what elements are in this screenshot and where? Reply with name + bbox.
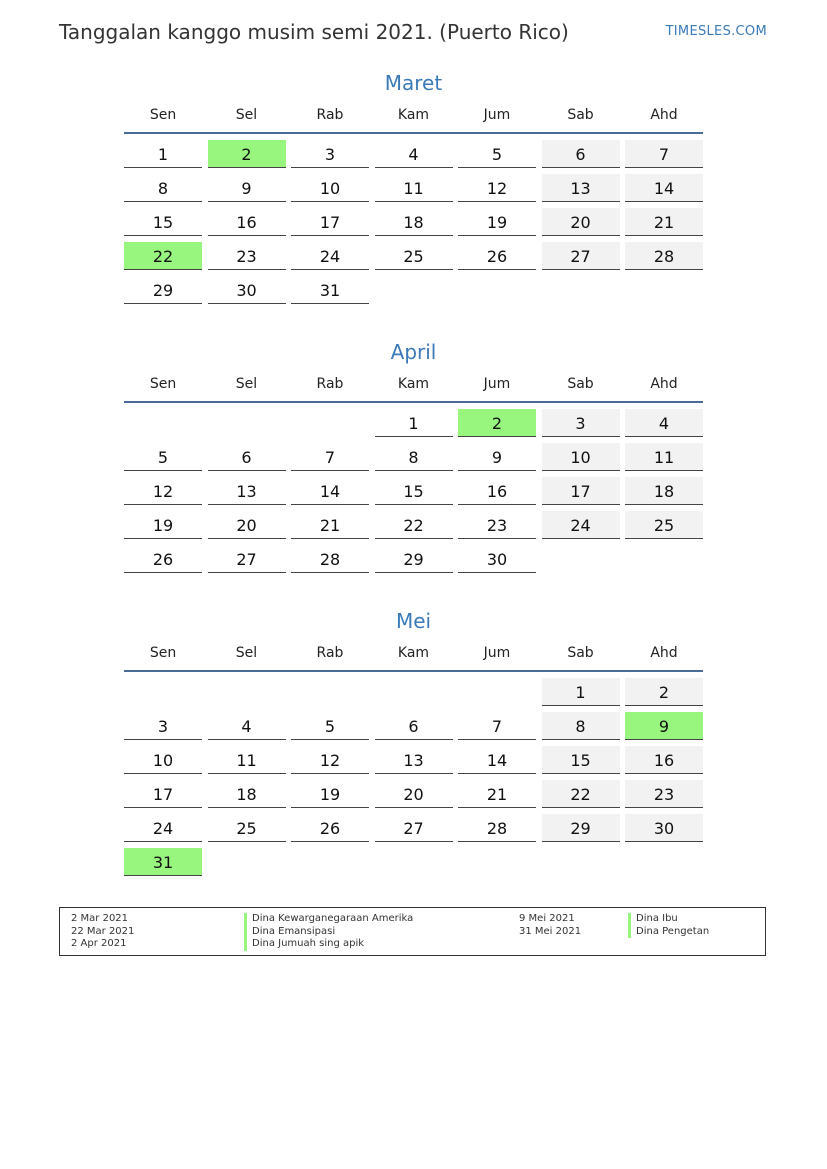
day-cell[interactable]: 13 [208,477,286,505]
weekday-label: Sen [149,107,177,123]
weekday-label: Sen [149,645,177,661]
month-title: Maret [384,71,443,95]
day-grid [124,678,703,876]
legend-names-left [244,913,413,951]
day-cell[interactable]: 27 [542,242,620,270]
weekday-label: Sen [149,376,177,392]
day-cell[interactable]: 6 [375,712,453,740]
day-cell[interactable]: 11 [375,174,453,202]
weekday-label: Sel [235,107,258,123]
day-cell[interactable]: 25 [625,511,703,539]
day-cell[interactable]: 16 [208,208,286,236]
empty-cell [458,678,536,706]
day-cell[interactable]: 7 [291,443,369,471]
weekday-label: Kam [397,107,430,123]
day-cell[interactable]: 9 [458,443,536,471]
day-cell[interactable]: 22 [542,780,620,808]
legend-dates-right [519,913,581,938]
day-cell[interactable]: 27 [208,545,286,573]
legend-holiday-name: Dina Pengetan [628,926,709,939]
weekday-label: Ahd [650,376,678,392]
day-cell[interactable]: 12 [124,477,202,505]
legend-date: 9 Mei 2021 [519,913,575,924]
month-title: Mei [395,609,432,633]
day-cell[interactable]: 17 [291,208,369,236]
day-cell[interactable]: 6 [208,443,286,471]
legend-date: 2 Apr 2021 [71,938,127,949]
day-cell[interactable]: 17 [542,477,620,505]
weekday-label: Sab [567,376,594,392]
day-cell[interactable]: 3 [291,140,369,168]
day-cell[interactable]: 1 [542,678,620,706]
day-cell[interactable]: 7 [458,712,536,740]
month-title: April [390,340,437,364]
weekday-header [124,636,703,672]
day-cell[interactable]: 14 [458,746,536,774]
legend-holiday-name: Dina Ibu [628,913,709,926]
empty-cell [124,409,202,437]
day-cell[interactable]: 26 [291,814,369,842]
day-cell[interactable]: 7 [625,140,703,168]
day-cell[interactable]: 2 [458,409,536,437]
legend-holiday-name: Dina Jumuah sing apik [244,938,413,951]
day-cell[interactable]: 14 [625,174,703,202]
weekday-header [124,367,703,403]
day-cell[interactable]: 30 [458,545,536,573]
day-cell[interactable]: 25 [208,814,286,842]
day-cell[interactable]: 29 [375,545,453,573]
legend-holiday-name: Dina Kewarganegaraan Amerika [244,913,413,926]
page-title: Tanggalan kanggo musim semi 2021. (Puerto Rico) [59,20,569,44]
day-cell[interactable]: 15 [124,208,202,236]
day-cell[interactable]: 28 [458,814,536,842]
day-cell[interactable]: 19 [291,780,369,808]
weekday-label: Sel [235,645,258,661]
month-maret [124,68,703,304]
day-cell[interactable]: 30 [625,814,703,842]
empty-cell [124,678,202,706]
day-cell[interactable]: 15 [542,746,620,774]
day-cell[interactable]: 23 [625,780,703,808]
day-cell[interactable]: 9 [625,712,703,740]
day-cell[interactable]: 20 [542,208,620,236]
weekday-label: Rab [316,376,344,392]
day-cell[interactable]: 18 [208,780,286,808]
holiday-legend [59,907,766,956]
day-cell[interactable]: 27 [375,814,453,842]
day-cell[interactable]: 15 [375,477,453,505]
brand-link[interactable]: TIMESLES.COM [665,24,767,39]
day-cell[interactable]: 29 [542,814,620,842]
legend-holiday-name: Dina Emansipasi [244,926,413,939]
day-cell[interactable]: 29 [124,276,202,304]
weekday-label: Kam [397,645,430,661]
empty-cell [375,678,453,706]
month-mei [124,606,703,876]
day-cell[interactable]: 12 [458,174,536,202]
weekday-label: Rab [316,645,344,661]
day-cell[interactable]: 4 [625,409,703,437]
legend-names-right [628,913,709,938]
day-grid [124,140,703,304]
day-cell[interactable]: 1 [124,140,202,168]
day-cell[interactable]: 3 [542,409,620,437]
day-cell[interactable]: 9 [208,174,286,202]
day-cell[interactable]: 21 [625,208,703,236]
day-cell[interactable]: 8 [375,443,453,471]
day-cell[interactable]: 28 [291,545,369,573]
day-cell[interactable]: 18 [625,477,703,505]
day-cell[interactable]: 23 [208,242,286,270]
empty-cell [208,678,286,706]
day-cell[interactable]: 8 [124,174,202,202]
day-cell[interactable]: 28 [625,242,703,270]
empty-cell [291,678,369,706]
day-cell[interactable]: 2 [208,140,286,168]
day-cell[interactable]: 18 [375,208,453,236]
legend-date: 22 Mar 2021 [71,925,135,937]
weekday-label: Jum [483,107,511,123]
day-cell[interactable]: 24 [542,511,620,539]
day-cell[interactable]: 5 [124,443,202,471]
day-cell[interactable]: 30 [208,276,286,304]
day-cell[interactable]: 22 [124,242,202,270]
empty-cell [208,409,286,437]
day-cell[interactable]: 26 [124,545,202,573]
day-cell[interactable]: 1 [375,409,453,437]
day-cell[interactable]: 10 [291,174,369,202]
legend-dates-left [71,913,134,951]
day-cell[interactable]: 19 [458,208,536,236]
day-cell[interactable]: 12 [291,746,369,774]
day-cell[interactable]: 4 [375,140,453,168]
day-cell[interactable]: 20 [208,511,286,539]
weekday-label: Sab [567,107,594,123]
day-cell[interactable]: 5 [458,140,536,168]
day-cell[interactable]: 17 [124,780,202,808]
day-cell[interactable]: 25 [375,242,453,270]
day-cell[interactable]: 23 [458,511,536,539]
weekday-header [124,98,703,134]
day-cell[interactable]: 19 [124,511,202,539]
day-cell[interactable]: 31 [124,848,202,876]
legend-date: 31 Mei 2021 [519,925,582,937]
day-cell[interactable]: 11 [625,443,703,471]
day-cell[interactable]: 24 [291,242,369,270]
weekday-label: Jum [483,376,511,392]
day-cell[interactable]: 6 [542,140,620,168]
day-cell[interactable]: 13 [542,174,620,202]
weekday-label: Jum [483,645,511,661]
weekday-label: Ahd [650,645,678,661]
weekday-label: Sab [567,645,594,661]
empty-cell [291,409,369,437]
day-cell[interactable]: 2 [625,678,703,706]
day-cell[interactable]: 31 [291,276,369,304]
day-cell[interactable]: 10 [542,443,620,471]
day-cell[interactable]: 10 [124,746,202,774]
day-grid [124,409,703,573]
day-cell[interactable]: 26 [458,242,536,270]
weekday-label: Rab [316,107,344,123]
day-cell[interactable]: 16 [458,477,536,505]
day-cell[interactable]: 20 [375,780,453,808]
weekday-label: Kam [397,376,430,392]
legend-date: 2 Mar 2021 [71,913,129,924]
day-cell[interactable]: 16 [625,746,703,774]
day-cell[interactable]: 22 [375,511,453,539]
day-cell[interactable]: 11 [208,746,286,774]
day-cell[interactable]: 14 [291,477,369,505]
day-cell[interactable]: 24 [124,814,202,842]
day-cell[interactable]: 5 [291,712,369,740]
day-cell[interactable]: 3 [124,712,202,740]
day-cell[interactable]: 21 [291,511,369,539]
day-cell[interactable]: 8 [542,712,620,740]
weekday-label: Sel [235,376,258,392]
month-april [124,337,703,573]
weekday-label: Ahd [650,107,678,123]
day-cell[interactable]: 21 [458,780,536,808]
day-cell[interactable]: 4 [208,712,286,740]
day-cell[interactable]: 13 [375,746,453,774]
